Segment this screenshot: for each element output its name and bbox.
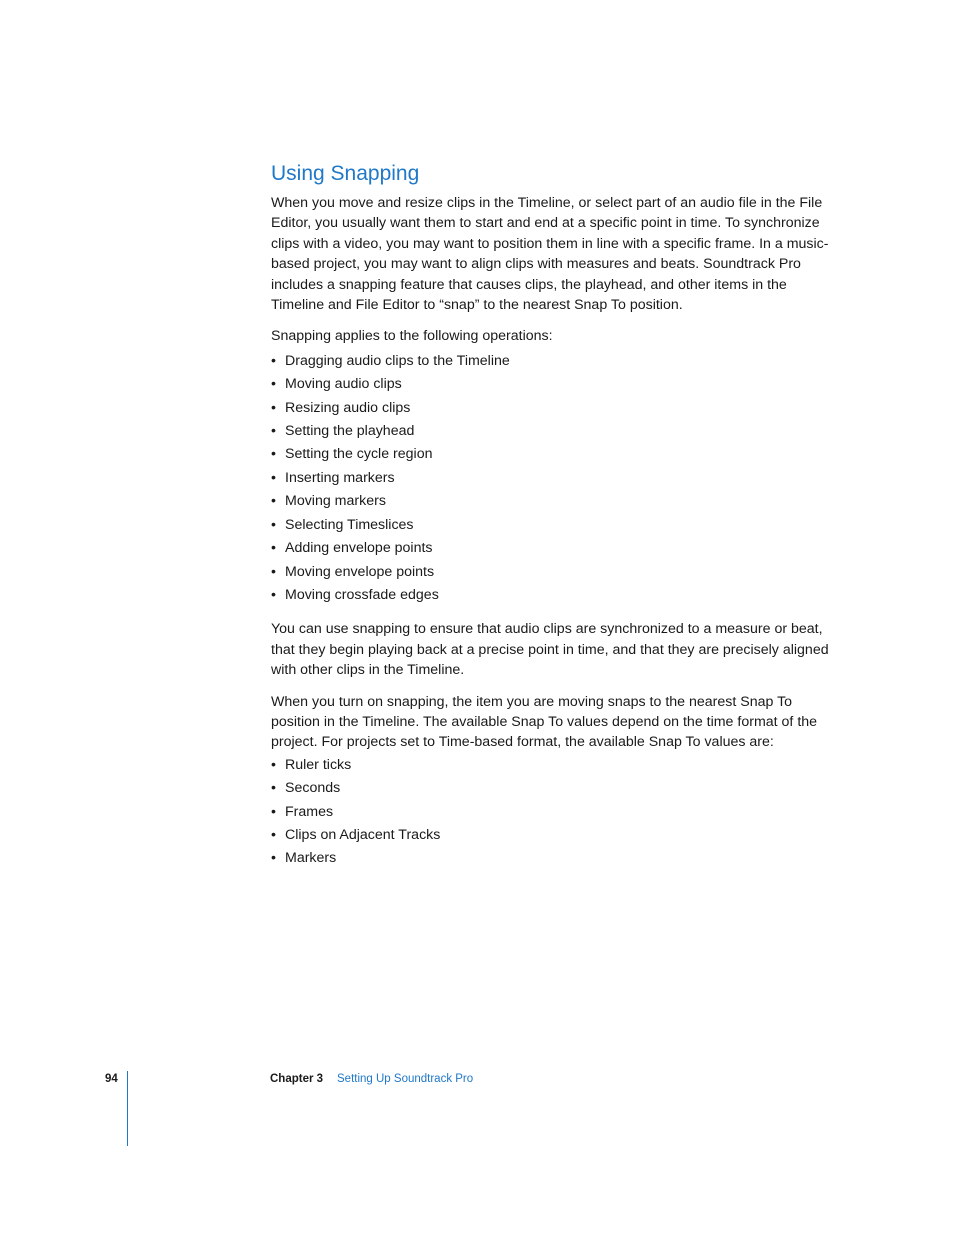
intro-paragraph: When you move and resize clips in the Timeline, or select part of an audio file in the File Editor, you usually want them to start and end at a specific point in time. To synchronize clips with a video, you may want to position them in line with a specific frame. In a music-based project, you may want to align clips with measures and beats. Soundtrack Pro includes a snapping feature that causes clips, the playhead, and other items in the Timeline and File Editor to “snap” to the nearest Snap To position. [271,195,829,314]
bullet-icon: • [271,399,276,416]
bullet-icon: • [271,826,276,843]
list-item: • Moving envelope points [271,561,831,584]
list-item: • Inserting markers [271,467,831,490]
page-number: 94 [105,1073,118,1085]
bullet-icon: • [271,493,276,510]
bullet-icon: • [271,850,276,867]
chapter-title-link[interactable]: Setting Up Soundtrack Pro [337,1073,474,1085]
bullet-icon: • [271,516,276,533]
section-heading: Using Snapping [271,162,420,185]
list-item: • Moving crossfade edges [271,584,831,607]
bullet-icon: • [271,352,276,369]
list-item: • Resizing audio clips [271,397,831,420]
bullet-icon: • [271,446,276,463]
list-item: • Frames [271,801,831,824]
bullet-icon: • [271,469,276,486]
bullet-icon: • [271,756,276,773]
list-item: • Clips on Adjacent Tracks [271,824,831,847]
list-item: • Adding envelope points [271,537,831,560]
footer-divider [127,1071,128,1146]
sync-paragraph: You can use snapping to ensure that audio clips are synchronized to a measure or beat, that they begin playing back at a precise point in time, and that they are precisely aligned with other clips in the Timeline. [271,621,829,679]
bullet-icon: • [271,780,276,797]
snap-to-values-list [271,754,831,871]
operations-list [271,350,831,607]
list-item: • Dragging audio clips to the Timeline [271,350,831,373]
bullet-icon: • [271,563,276,580]
snap-to-paragraph: When you turn on snapping, the item you are moving snaps to the nearest Snap To position in the Timeline. The available Snap To values depend on the time format of the project. For projects set to Time-based format, the available Snap To values are: [271,693,818,751]
list-item: • Seconds [271,777,831,800]
list-item: • Moving audio clips [271,373,831,396]
bullet-icon: • [271,376,276,393]
list-item: • Moving markers [271,490,831,513]
bullet-icon: • [271,803,276,820]
operations-lead: Snapping applies to the following operations: [271,328,553,345]
bullet-icon: • [271,586,276,603]
list-item: • Setting the cycle region [271,443,831,466]
bullet-icon: • [271,423,276,440]
list-item: • Setting the playhead [271,420,831,443]
list-item: • Ruler ticks [271,754,831,777]
list-item: • Markers [271,847,831,870]
chapter-label: Chapter 3 [270,1073,324,1085]
bullet-icon: • [271,540,276,557]
list-item: • Selecting Timeslices [271,514,831,537]
page-content [271,160,831,883]
